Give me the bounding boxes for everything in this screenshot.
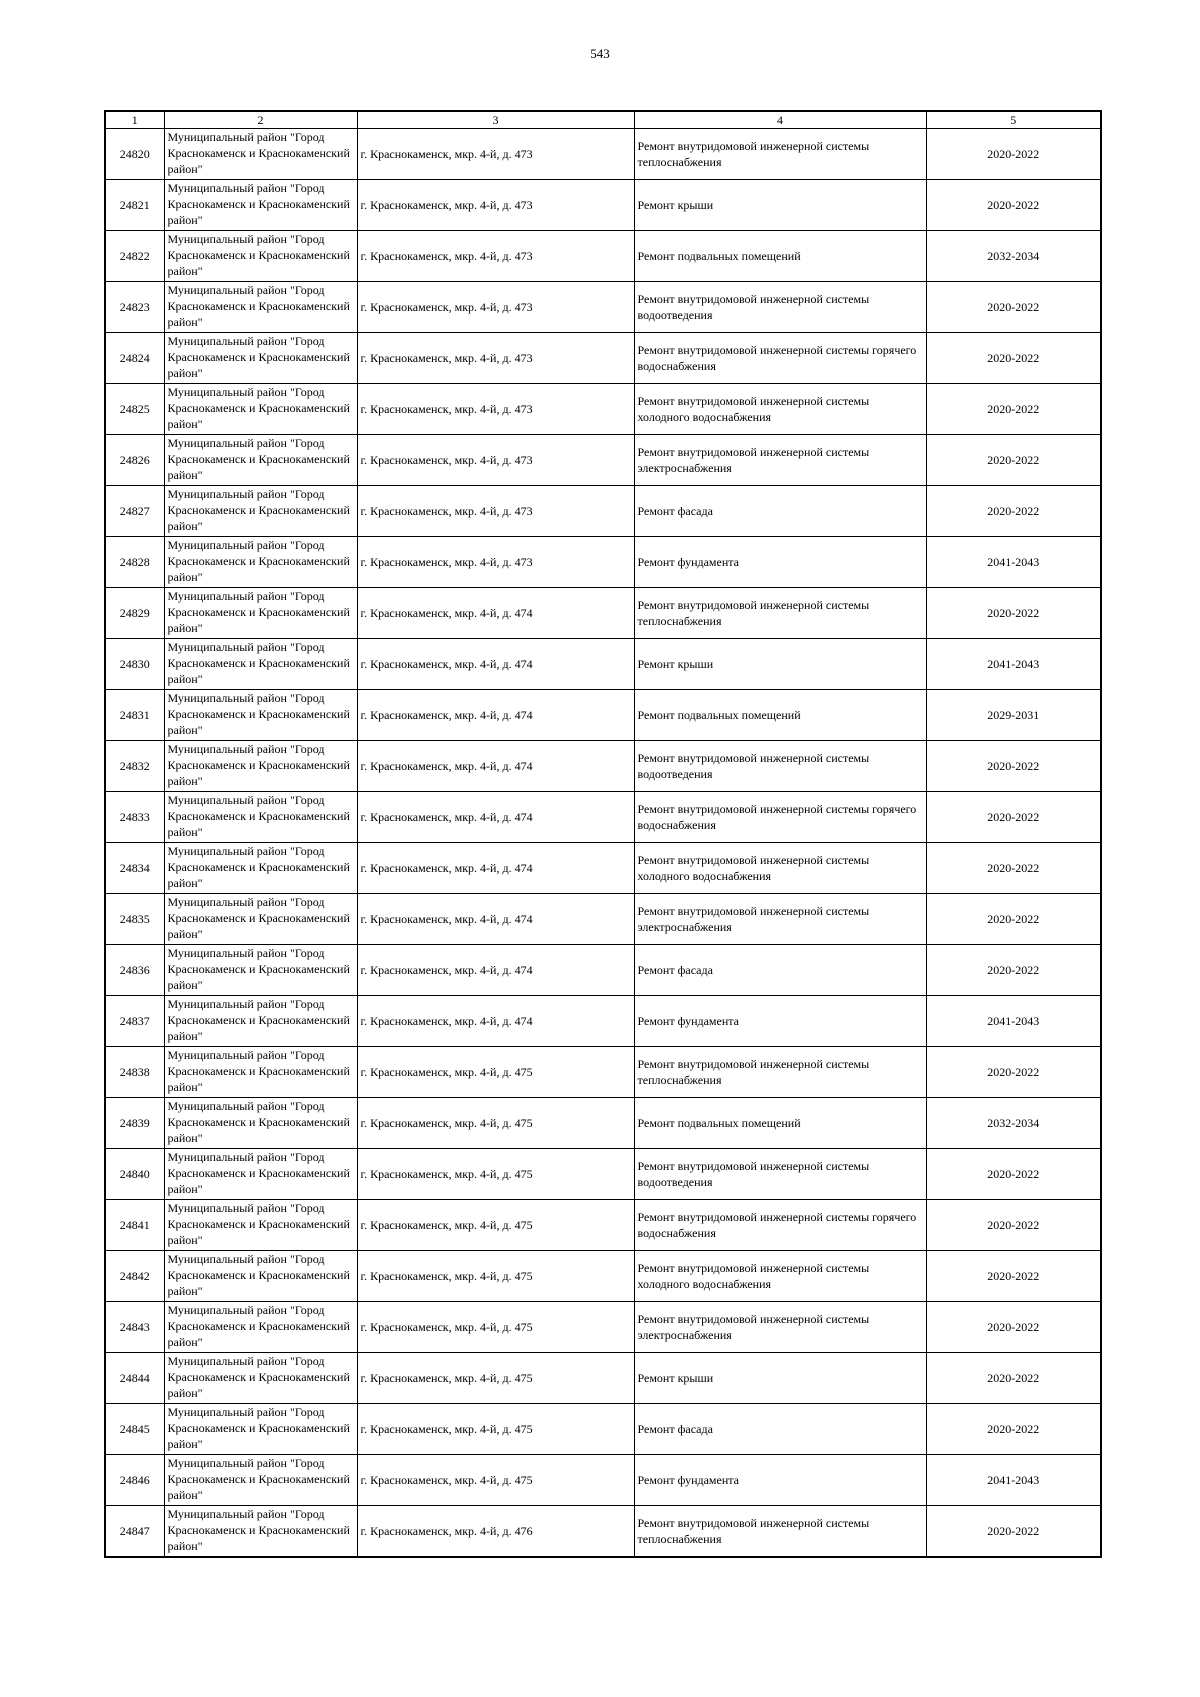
- work-type-cell: Ремонт внутридомовой инженерной системы водоотведения: [634, 741, 926, 792]
- period-cell: 2020-2022: [926, 333, 1101, 384]
- row-number: 24836: [105, 945, 164, 996]
- work-type-cell: Ремонт фундамента: [634, 537, 926, 588]
- period-cell: 2020-2022: [926, 894, 1101, 945]
- period-cell: 2020-2022: [926, 486, 1101, 537]
- work-type-cell: Ремонт внутридомовой инженерной системы теплоснабжения: [634, 129, 926, 180]
- column-header-1: 1: [105, 111, 164, 129]
- address-cell: г. Краснокаменск, мкр. 4-й, д. 476: [357, 1506, 634, 1558]
- table-row: [105, 1404, 1101, 1455]
- work-type-cell: Ремонт внутридомовой инженерной системы горячего водоснабжения: [634, 1200, 926, 1251]
- period-cell: 2041-2043: [926, 537, 1101, 588]
- row-number: 24835: [105, 894, 164, 945]
- table-row: [105, 1098, 1101, 1149]
- row-number: 24838: [105, 1047, 164, 1098]
- table-row: [105, 486, 1101, 537]
- period-cell: 2020-2022: [926, 1302, 1101, 1353]
- row-number: 24846: [105, 1455, 164, 1506]
- address-cell: г. Краснокаменск, мкр. 4-й, д. 473: [357, 129, 634, 180]
- municipality-cell: Муниципальный район "Город Краснокаменск и Краснокаменский район": [164, 1200, 357, 1251]
- row-number: 24824: [105, 333, 164, 384]
- work-type-cell: Ремонт фундамента: [634, 996, 926, 1047]
- address-cell: г. Краснокаменск, мкр. 4-й, д. 473: [357, 282, 634, 333]
- table-row: [105, 1353, 1101, 1404]
- period-cell: 2020-2022: [926, 588, 1101, 639]
- municipality-cell: Муниципальный район "Город Краснокаменск и Краснокаменский район": [164, 537, 357, 588]
- address-cell: г. Краснокаменск, мкр. 4-й, д. 474: [357, 792, 634, 843]
- address-cell: г. Краснокаменск, мкр. 4-й, д. 473: [357, 180, 634, 231]
- column-header-4: 4: [634, 111, 926, 129]
- work-type-cell: Ремонт внутридомовой инженерной системы холодного водоснабжения: [634, 843, 926, 894]
- row-number: 24821: [105, 180, 164, 231]
- table-row: [105, 1251, 1101, 1302]
- row-number: 24826: [105, 435, 164, 486]
- period-cell: 2032-2034: [926, 1098, 1101, 1149]
- table-row: [105, 690, 1101, 741]
- period-cell: 2020-2022: [926, 1353, 1101, 1404]
- table-row: [105, 180, 1101, 231]
- address-cell: г. Краснокаменск, мкр. 4-й, д. 475: [357, 1149, 634, 1200]
- work-type-cell: Ремонт внутридомовой инженерной системы холодного водоснабжения: [634, 384, 926, 435]
- table-row: [105, 282, 1101, 333]
- municipality-cell: Муниципальный район "Город Краснокаменск и Краснокаменский район": [164, 129, 357, 180]
- address-cell: г. Краснокаменск, мкр. 4-й, д. 473: [357, 333, 634, 384]
- work-type-cell: Ремонт внутридомовой инженерной системы горячего водоснабжения: [634, 792, 926, 843]
- municipality-cell: Муниципальный район "Город Краснокаменск и Краснокаменский район": [164, 333, 357, 384]
- municipality-cell: Муниципальный район "Город Краснокаменск и Краснокаменский район": [164, 180, 357, 231]
- municipality-cell: Муниципальный район "Город Краснокаменск и Краснокаменский район": [164, 1353, 357, 1404]
- address-cell: г. Краснокаменск, мкр. 4-й, д. 474: [357, 894, 634, 945]
- work-type-cell: Ремонт внутридомовой инженерной системы электроснабжения: [634, 435, 926, 486]
- period-cell: 2020-2022: [926, 1149, 1101, 1200]
- work-type-cell: Ремонт внутридомовой инженерной системы электроснабжения: [634, 1302, 926, 1353]
- work-type-cell: Ремонт внутридомовой инженерной системы холодного водоснабжения: [634, 1251, 926, 1302]
- table-row: [105, 537, 1101, 588]
- address-cell: г. Краснокаменск, мкр. 4-й, д. 474: [357, 690, 634, 741]
- table-row: [105, 231, 1101, 282]
- work-type-cell: Ремонт внутридомовой инженерной системы электроснабжения: [634, 894, 926, 945]
- work-type-cell: Ремонт подвальных помещений: [634, 1098, 926, 1149]
- municipality-cell: Муниципальный район "Город Краснокаменск и Краснокаменский район": [164, 894, 357, 945]
- address-cell: г. Краснокаменск, мкр. 4-й, д. 473: [357, 384, 634, 435]
- work-type-cell: Ремонт внутридомовой инженерной системы водоотведения: [634, 1149, 926, 1200]
- period-cell: 2041-2043: [926, 1455, 1101, 1506]
- row-number: 24833: [105, 792, 164, 843]
- period-cell: 2041-2043: [926, 639, 1101, 690]
- work-type-cell: Ремонт фасада: [634, 486, 926, 537]
- municipality-cell: Муниципальный район "Город Краснокаменск и Краснокаменский район": [164, 384, 357, 435]
- row-number: 24847: [105, 1506, 164, 1558]
- period-cell: 2020-2022: [926, 843, 1101, 894]
- table-row: [105, 843, 1101, 894]
- period-cell: 2020-2022: [926, 1047, 1101, 1098]
- row-number: 24832: [105, 741, 164, 792]
- work-type-cell: Ремонт фундамента: [634, 1455, 926, 1506]
- table-row: [105, 1149, 1101, 1200]
- row-number: 24820: [105, 129, 164, 180]
- address-cell: г. Краснокаменск, мкр. 4-й, д. 475: [357, 1047, 634, 1098]
- period-cell: 2020-2022: [926, 1251, 1101, 1302]
- repair-schedule-table: [104, 110, 1102, 1558]
- address-cell: г. Краснокаменск, мкр. 4-й, д. 473: [357, 537, 634, 588]
- address-cell: г. Краснокаменск, мкр. 4-й, д. 475: [357, 1098, 634, 1149]
- row-number: 24845: [105, 1404, 164, 1455]
- municipality-cell: Муниципальный район "Город Краснокаменск и Краснокаменский район": [164, 639, 357, 690]
- period-cell: 2020-2022: [926, 945, 1101, 996]
- municipality-cell: Муниципальный район "Город Краснокаменск и Краснокаменский район": [164, 282, 357, 333]
- address-cell: г. Краснокаменск, мкр. 4-й, д. 473: [357, 231, 634, 282]
- row-number: 24839: [105, 1098, 164, 1149]
- address-cell: г. Краснокаменск, мкр. 4-й, д. 473: [357, 435, 634, 486]
- period-cell: 2020-2022: [926, 435, 1101, 486]
- work-type-cell: Ремонт подвальных помещений: [634, 690, 926, 741]
- work-type-cell: Ремонт фасада: [634, 945, 926, 996]
- table-row: [105, 1302, 1101, 1353]
- row-number: 24828: [105, 537, 164, 588]
- period-cell: 2020-2022: [926, 282, 1101, 333]
- period-cell: 2020-2022: [926, 1200, 1101, 1251]
- row-number: 24829: [105, 588, 164, 639]
- row-number: 24827: [105, 486, 164, 537]
- table-header: [105, 111, 1101, 129]
- work-type-cell: Ремонт крыши: [634, 639, 926, 690]
- row-number: 24842: [105, 1251, 164, 1302]
- municipality-cell: Муниципальный район "Город Краснокаменск и Краснокаменский район": [164, 741, 357, 792]
- municipality-cell: Муниципальный район "Город Краснокаменск и Краснокаменский район": [164, 945, 357, 996]
- address-cell: г. Краснокаменск, мкр. 4-й, д. 474: [357, 741, 634, 792]
- row-number: 24822: [105, 231, 164, 282]
- row-number: 24841: [105, 1200, 164, 1251]
- row-number: 24834: [105, 843, 164, 894]
- address-cell: г. Краснокаменск, мкр. 4-й, д. 474: [357, 639, 634, 690]
- table-row: [105, 1455, 1101, 1506]
- work-type-cell: Ремонт крыши: [634, 1353, 926, 1404]
- period-cell: 2029-2031: [926, 690, 1101, 741]
- period-cell: 2020-2022: [926, 1404, 1101, 1455]
- address-cell: г. Краснокаменск, мкр. 4-й, д. 475: [357, 1302, 634, 1353]
- table-row: [105, 945, 1101, 996]
- period-cell: 2041-2043: [926, 996, 1101, 1047]
- table-row: [105, 996, 1101, 1047]
- municipality-cell: Муниципальный район "Город Краснокаменск и Краснокаменский район": [164, 1302, 357, 1353]
- table-row: [105, 435, 1101, 486]
- address-cell: г. Краснокаменск, мкр. 4-й, д. 475: [357, 1353, 634, 1404]
- table-row: [105, 333, 1101, 384]
- page-number: 543: [590, 46, 610, 61]
- municipality-cell: Муниципальный район "Город Краснокаменск и Краснокаменский район": [164, 588, 357, 639]
- municipality-cell: Муниципальный район "Город Краснокаменск и Краснокаменский район": [164, 231, 357, 282]
- period-cell: 2020-2022: [926, 384, 1101, 435]
- work-type-cell: Ремонт внутридомовой инженерной системы теплоснабжения: [634, 1047, 926, 1098]
- table-row: [105, 384, 1101, 435]
- address-cell: г. Краснокаменск, мкр. 4-й, д. 475: [357, 1200, 634, 1251]
- period-cell: 2020-2022: [926, 129, 1101, 180]
- municipality-cell: Муниципальный район "Город Краснокаменск и Краснокаменский район": [164, 1149, 357, 1200]
- table-row: [105, 129, 1101, 180]
- table-body: [105, 129, 1101, 1558]
- table-row: [105, 639, 1101, 690]
- address-cell: г. Краснокаменск, мкр. 4-й, д. 474: [357, 843, 634, 894]
- work-type-cell: Ремонт внутридомовой инженерной системы теплоснабжения: [634, 588, 926, 639]
- row-number: 24844: [105, 1353, 164, 1404]
- period-cell: 2020-2022: [926, 741, 1101, 792]
- row-number: 24837: [105, 996, 164, 1047]
- table-row: [105, 588, 1101, 639]
- column-header-2: 2: [164, 111, 357, 129]
- table-row: [105, 894, 1101, 945]
- row-number: 24830: [105, 639, 164, 690]
- address-cell: г. Краснокаменск, мкр. 4-й, д. 474: [357, 588, 634, 639]
- row-number: 24840: [105, 1149, 164, 1200]
- municipality-cell: Муниципальный район "Город Краснокаменск и Краснокаменский район": [164, 1404, 357, 1455]
- table-row: [105, 1200, 1101, 1251]
- municipality-cell: Муниципальный район "Город Краснокаменск и Краснокаменский район": [164, 792, 357, 843]
- municipality-cell: Муниципальный район "Город Краснокаменск и Краснокаменский район": [164, 996, 357, 1047]
- address-cell: г. Краснокаменск, мкр. 4-й, д. 474: [357, 996, 634, 1047]
- period-cell: 2032-2034: [926, 231, 1101, 282]
- header-row: [105, 111, 1101, 129]
- row-number: 24825: [105, 384, 164, 435]
- municipality-cell: Муниципальный район "Город Краснокаменск и Краснокаменский район": [164, 435, 357, 486]
- table-row: [105, 741, 1101, 792]
- municipality-cell: Муниципальный район "Город Краснокаменск и Краснокаменский район": [164, 690, 357, 741]
- row-number: 24843: [105, 1302, 164, 1353]
- municipality-cell: Муниципальный район "Город Краснокаменск и Краснокаменский район": [164, 1455, 357, 1506]
- period-cell: 2020-2022: [926, 1506, 1101, 1558]
- municipality-cell: Муниципальный район "Город Краснокаменск и Краснокаменский район": [164, 843, 357, 894]
- address-cell: г. Краснокаменск, мкр. 4-й, д. 473: [357, 486, 634, 537]
- column-header-3: 3: [357, 111, 634, 129]
- period-cell: 2020-2022: [926, 792, 1101, 843]
- work-type-cell: Ремонт подвальных помещений: [634, 231, 926, 282]
- work-type-cell: Ремонт крыши: [634, 180, 926, 231]
- address-cell: г. Краснокаменск, мкр. 4-й, д. 475: [357, 1455, 634, 1506]
- table-row: [105, 1047, 1101, 1098]
- table-row: [105, 792, 1101, 843]
- address-cell: г. Краснокаменск, мкр. 4-й, д. 475: [357, 1404, 634, 1455]
- work-type-cell: Ремонт внутридомовой инженерной системы водоотведения: [634, 282, 926, 333]
- municipality-cell: Муниципальный район "Город Краснокаменск и Краснокаменский район": [164, 1506, 357, 1558]
- municipality-cell: Муниципальный район "Город Краснокаменск и Краснокаменский район": [164, 1047, 357, 1098]
- municipality-cell: Муниципальный район "Город Краснокаменск и Краснокаменский район": [164, 486, 357, 537]
- table-row: [105, 1506, 1101, 1558]
- municipality-cell: Муниципальный район "Город Краснокаменск и Краснокаменский район": [164, 1098, 357, 1149]
- work-type-cell: Ремонт внутридомовой инженерной системы горячего водоснабжения: [634, 333, 926, 384]
- row-number: 24831: [105, 690, 164, 741]
- municipality-cell: Муниципальный район "Город Краснокаменск и Краснокаменский район": [164, 1251, 357, 1302]
- row-number: 24823: [105, 282, 164, 333]
- period-cell: 2020-2022: [926, 180, 1101, 231]
- work-type-cell: Ремонт внутридомовой инженерной системы теплоснабжения: [634, 1506, 926, 1558]
- address-cell: г. Краснокаменск, мкр. 4-й, д. 475: [357, 1251, 634, 1302]
- column-header-5: 5: [926, 111, 1101, 129]
- address-cell: г. Краснокаменск, мкр. 4-й, д. 474: [357, 945, 634, 996]
- work-type-cell: Ремонт фасада: [634, 1404, 926, 1455]
